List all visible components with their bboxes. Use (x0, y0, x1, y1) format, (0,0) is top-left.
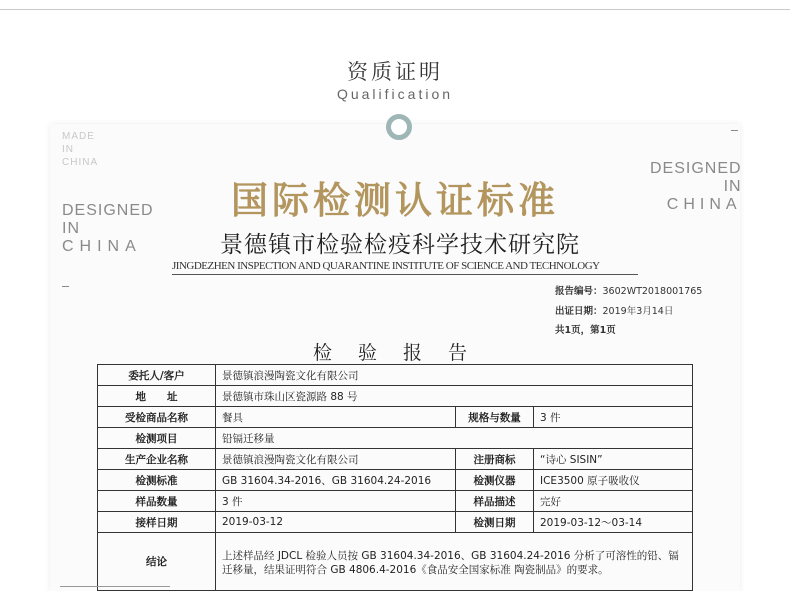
table-row (98, 386, 693, 407)
watermark-line: IN (62, 220, 80, 237)
table-row (98, 533, 693, 591)
client-value: 景德镇浪漫陶瓷文化有限公司 (216, 365, 693, 386)
sample-qty-value: 3 件 (216, 491, 456, 512)
table-row (98, 470, 693, 491)
address-label: 地 址 (98, 386, 216, 407)
report-title: 检 验 报 告 (312, 342, 478, 364)
standard-value: GB 31604.34-2016、GB 31604.24-2016 (216, 470, 456, 491)
issue-date-value: 2019年3月14日 (602, 306, 674, 317)
report-number (555, 283, 702, 297)
institute-name-en: JINGDEZHEN INSPECTION AND QUARANTINE INSTITUTE OF SCIENCE AND TECHNOLOGY (172, 260, 600, 272)
watermark-line: DESIGNED (650, 160, 742, 177)
test-date-value: 2019-03-12～03-14 (534, 512, 693, 533)
brand-label: 注册商标 (456, 449, 534, 470)
address-value: 景德镇市珠山区瓷源路 88 号 (216, 386, 693, 407)
report-table (97, 364, 693, 591)
table-row (98, 428, 693, 449)
watermark-line: CHINA (666, 196, 742, 213)
spec-value: 3 件 (534, 407, 693, 428)
top-divider (0, 9, 790, 10)
table-row (98, 365, 693, 386)
watermark-line: MADE (62, 131, 95, 142)
cutoff-divider (60, 586, 170, 587)
instrument-label: 检测仪器 (456, 470, 534, 491)
made-in-china-watermark (62, 130, 98, 169)
test-date-label: 检测日期 (456, 512, 534, 533)
issue-date (555, 303, 673, 317)
dash-divider (731, 130, 738, 131)
product-label: 受检商品名称 (98, 407, 216, 428)
report-number-value: 3602WT2018001765 (602, 286, 703, 297)
table-row (98, 407, 693, 428)
section-subtitle: Qualification (336, 86, 454, 102)
received-date-label: 接样日期 (98, 512, 216, 533)
page-count-value: 共1页，第1页 (555, 325, 616, 336)
maker-value: 景德镇浪漫陶瓷文化有限公司 (216, 449, 456, 470)
sample-qty-label: 样品数量 (98, 491, 216, 512)
instrument-value: ICE3500 原子吸收仪 (534, 470, 693, 491)
brand-value: “诗心 SISIN” (534, 449, 693, 470)
conclusion-label: 结论 (98, 533, 216, 591)
standard-label: 检测标准 (98, 470, 216, 491)
watermark-line: CHINA (62, 238, 142, 255)
table-row (98, 512, 693, 533)
dash-divider (62, 286, 69, 287)
issue-date-label: 出证日期： (555, 306, 603, 317)
client-label: 委托人/客户 (98, 365, 216, 386)
sample-desc-value: 完好 (534, 491, 693, 512)
ring-icon (386, 114, 412, 140)
maker-label: 生产企业名称 (98, 449, 216, 470)
institute-underline (172, 274, 638, 275)
received-date-value: 2019-03-12 (216, 512, 456, 533)
test-item-label: 检测项目 (98, 428, 216, 449)
watermark-line: IN (62, 144, 74, 155)
section-title: 资质证明 (347, 60, 443, 84)
sample-desc-label: 样品描述 (456, 491, 534, 512)
table-row (98, 449, 693, 470)
page-count (555, 322, 616, 336)
product-value: 餐具 (216, 407, 456, 428)
watermark-line: DESIGNED (62, 202, 154, 219)
institute-name-zh: 景德镇市检验检疫科学技术研究院 (220, 232, 580, 258)
spec-label: 规格与数量 (456, 407, 534, 428)
report-number-label: 报告编号： (555, 286, 603, 297)
watermark-line: CHINA (62, 157, 99, 168)
watermark-line: IN (723, 178, 742, 195)
table-row (98, 491, 693, 512)
conclusion-value: 上述样品经 JDCL 检验人员按 GB 31604.34-2016、GB 31604.24-2016 分析了可溶性的铅、镉迁移量，结果证明符合 GB 4806.4-2016《食品安全国家标准 陶瓷制品》的要求。 (216, 533, 693, 591)
test-item-value: 铅镉迁移量 (216, 428, 693, 449)
standard-banner: 国际检测认证标准 (231, 179, 559, 222)
